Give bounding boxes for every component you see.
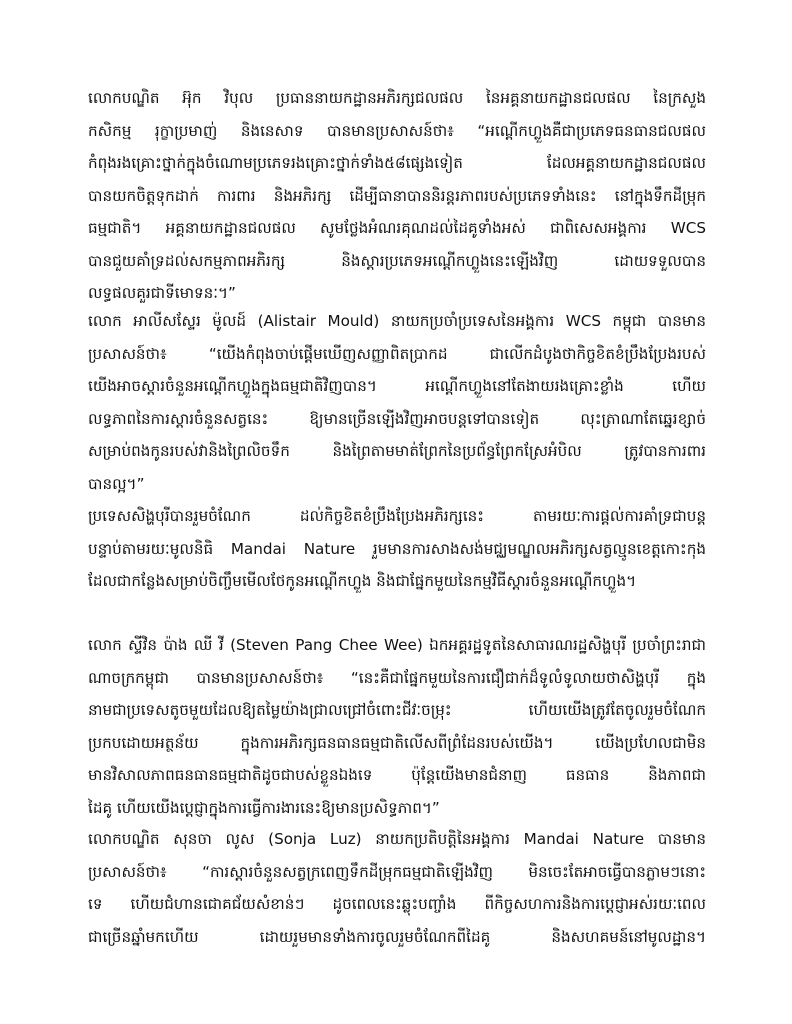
text-line: បានជួយគាំទ្រដល់សកម្មភាពអភិរក្ស និងស្ដារប្រភេទអណ្ដើកហ្លួងនេះឡើងវិញ ដោយទទួលបាន [88, 251, 706, 270]
text-line: មានវិសាលភាពធនធានធម្មជាតិដូចជាបស់ខ្លួនឯងទេ ប៉ុន្តែយើងមានជំនាញ ធនធាន និងភាពជា [88, 766, 706, 784]
text-line: លោក អាលីសស្ទែរ ម៉ូលដ៍ (Alistair Mould) នាយកប្រចាំប្រទេសនៃអង្គការ WCS កម្ពុជា បានមាន [88, 312, 706, 330]
text-line: យើងអាចស្ដារចំនួនអណ្ដើកហ្លួងក្នុងធម្មជាតិវិញបាន។ អណ្ដើកហ្លួងនៅតែងាយរងគ្រោះខ្លាំង ហើយ [88, 377, 706, 395]
text-line: បានយកចិត្តទុកដាក់ ការពារ និងអភិរក្ស ដើម្បីធានាបាននិរន្តរភាពរបស់ប្រភេទទាំងនេះ នៅក្នុងទឹកដីម្រុក [88, 186, 706, 205]
text-line: កំពុងរងគ្រោះថ្នាក់ក្នុងចំណោមប្រភេទរងគ្រោះថ្នាក់ទាំង៥៨ផ្សេងទៀត ដែលអគ្គនាយកដ្ឋានជលផល [88, 154, 706, 172]
text-line: ធម្មជាតិ។ អគ្គនាយកដ្ឋានជលផល សូមថ្លែងអំណរគុណដល់ដៃគូទាំងអស់ ជាពិសេសអង្គការ WCS [88, 219, 706, 237]
text-line: បន្ទាប់តាមរយៈមូលនិធិ Mandai Nature រួមមានការសាងសង់មជ្ឈមណ្ឌលអភិរក្សសត្វល្មូនខេត្តកោះកុង [88, 539, 706, 558]
paragraph-3 [88, 500, 706, 598]
text-line: ដែលជាកន្លែងសម្រាប់ចិញ្ចឹមមើលថែកូនអណ្ដើកហ្លួង និងជាផ្នែកមួយនៃកម្មវិធីស្ដារចំនួនអណ្ដើកហ្លួង។ [88, 572, 637, 590]
text-line: លោកបណ្ឌិត អ៊ុក វិបុល ប្រធាននាយកដ្ឋានអភិរក្សជលផល នៃអគ្គនាយកដ្ឋានជលផល នៃក្រសួង [88, 89, 706, 107]
text-line: បានល្អ។” [88, 474, 145, 493]
text-line: ណាចក្រកម្ពុជា បានមានប្រសាសន៍ថា៖ “នេះគឺជាផ្នែកមួយនៃការជឿជាក់ដ៏ទូលំទូលាយថាសិង្ហបុរី ក្នុង [88, 668, 706, 687]
paragraph-2 [88, 305, 706, 500]
text-line: ទេ ហើយជំហានជោគជ័យសំខាន់ៗ ដូចពេលនេះឆ្លុះបញ្ចាំង ពីកិច្ចសហការនិងការប្ដេជ្ញាអស់រយៈពេល [88, 895, 706, 913]
text-line: លោកបណ្ឌិត សុនចា លូស (Sonja Luz) នាយកប្រតិបត្តិនៃអង្គការ Mandai Nature បានមាន [88, 830, 706, 848]
text-line: កសិកម្ម រុក្ខាប្រមាញ់ និងនេសាទ បានមានប្រសាសន៍ថា៖ “អណ្ដើកហ្លួងគឺជាប្រភេទធនធានជលផល [88, 121, 706, 140]
text-line: នាមជាប្រទេសតូចមួយដែលឱ្យតម្លៃយ៉ាងជ្រាលជ្រៅចំពោះជីវៈចម្រុះ ហើយយើងត្រូវតែចូលរួមចំណែក [88, 701, 706, 719]
text-line: លទ្ធភាពនៃការស្ដារចំនួនសត្វនេះ ឱ្យមានច្រើនឡើងវិញអាចបន្តទៅបានទៀត លុះត្រាណាតែឆ្នេរខ្សាច់ [88, 409, 706, 428]
text-line: ប្រសាសន៍ថា៖ “ការស្ដារចំនួនសត្វក្រពេញទឹកដីម្រុកធម្មជាតិឡើងវិញ មិនចេះតែអាចធ្វើបានភ្លាមៗនោះ [88, 862, 706, 881]
document-page [88, 0, 706, 1024]
text-line: ប្រទេសសិង្ហបុរីបានរួមចំណែក ដល់កិច្ចខិតខំប្រឹងប្រែងអភិរក្សនេះ តាមរយៈការផ្ដល់ការគាំទ្រជាបន្ត [88, 507, 706, 525]
text-line: សម្រាប់ពងកូនរបស់វានិងព្រៃលិចទឹក និងព្រៃតាមមាត់ព្រែកនៃប្រព័ន្ធព្រែកស្រែអំបិល ត្រូវបានការពារ [88, 442, 706, 460]
text-line: ប្រកបដោយអត្ថន័យ ក្នុងការអភិរក្សធនធានធម្មជាតិលើសពីព្រំដែនរបស់យើង។ យើងប្រហែលជាមិន [88, 733, 706, 752]
paragraph-4 [88, 629, 706, 824]
text-line: ជាច្រើនឆ្នាំមកហើយ ដោយរួមមានទាំងការចូលរួមចំណែកពីដៃគូ និងសហគមន៍នៅមូលដ្ឋាន។ [88, 927, 706, 946]
paragraph-5 [88, 823, 706, 953]
text-line: ប្រសាសន៍ថា៖ “យើងកំពុងចាប់ផ្ដើមឃើញសញ្ញាពិតប្រាកដ ជាលើកដំបូងថាកិច្ចខិតខំប្រឹងប្រែងរបស់ [88, 344, 706, 363]
paragraph-1 [88, 82, 706, 310]
text-line: លទ្ធផលគួរជាទីមោទនៈ។” [88, 284, 236, 302]
text-line: លោក ស្ទីវិន ប៉ាង ឈី វី (Steven Pang Chee Wee) ឯកអគ្គរដ្ឋទូតនៃសាធារណរដ្ឋសិង្ហបុរី ប្រចាំព្រះរាជា [88, 636, 706, 654]
text-line: ដៃគូ ហើយយើងប្ដេជ្ញាក្នុងការធ្វើការងារនេះឱ្យមានប្រសិទ្ធភាព។” [88, 798, 440, 817]
